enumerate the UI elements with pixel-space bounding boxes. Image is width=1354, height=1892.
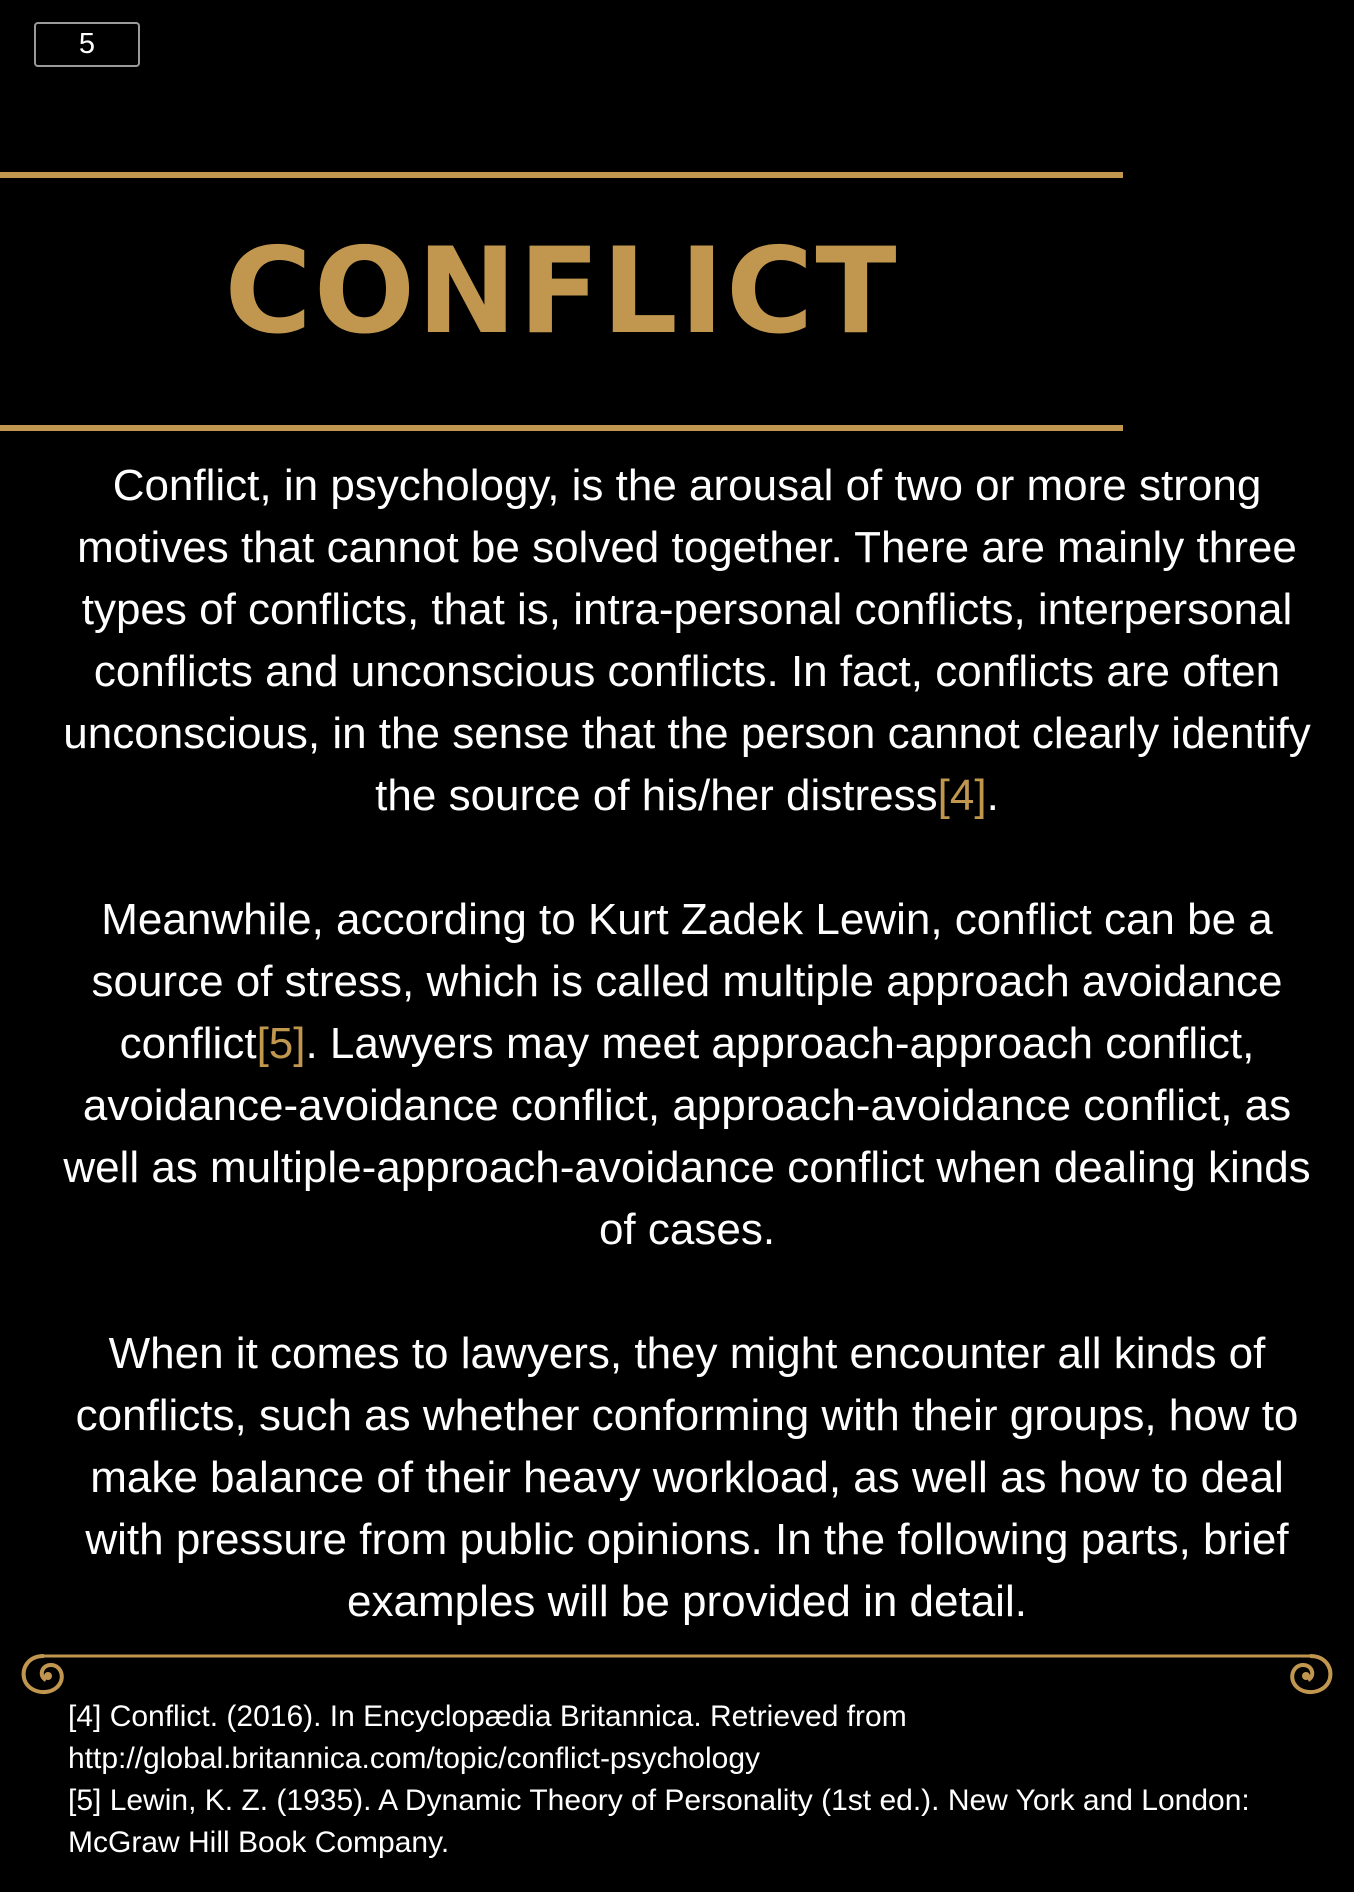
title-bottom-rule — [0, 425, 1123, 431]
footnote-4: [4] Conflict. (2016). In Encyclopædia Britannica. Retrieved from http://global.britannica.com/topic/conflict-psychology — [68, 1700, 907, 1775]
ornamental-divider — [20, 1648, 1334, 1700]
page-title: CONFLICT — [224, 223, 899, 361]
paragraph-text: . — [986, 771, 999, 820]
paragraph-text: Meanwhile, according to Kurt Zadek Lewin, conflict can be a source of stress, which is called multiple approach avoidance conflict — [91, 895, 1283, 1068]
left-swirl-icon — [24, 1656, 62, 1692]
right-swirl-icon — [1292, 1656, 1330, 1692]
page-number-badge: 5 — [34, 22, 140, 67]
paragraph-text: Conflict, in psychology, is the arousal of two or more strong motives that cannot be solved together. There are mainly three types of conflicts, that is, intra-personal conflicts, interpersonal conflicts and unconscious conflicts. In fact, conflicts are often unconscious, in the sense that the person cannot clearly identify the source of his/her distress — [63, 461, 1311, 820]
paragraph-lewin — [60, 889, 1314, 1261]
footnote-ref-4: [4] — [937, 771, 987, 820]
paragraph-lawyers: When it comes to lawyers, they might encounter all kinds of conflicts, such as whether conforming with their groups, how to make balance of their heavy workload, as well as how to deal with pressure from public opinions. In the following parts, brief examples will be provided in detail. — [75, 1329, 1299, 1626]
footnotes — [68, 1696, 1318, 1864]
body-text — [60, 455, 1314, 1633]
footnote-5: [5] Lewin, K. Z. (1935). A Dynamic Theory of Personality (1st ed.). New York and London: McGraw Hill Book Company. — [68, 1784, 1250, 1859]
footnote-ref-5: [5] — [256, 1019, 306, 1068]
paragraph-text: . Lawyers may meet approach-approach conflict, avoidance-avoidance conflict, approach-avoidance conflict, as well as multiple-approach-avoidance conflict when dealing kinds of cases. — [63, 1019, 1311, 1254]
title-top-rule — [0, 172, 1123, 178]
paragraph-definition — [60, 455, 1314, 827]
